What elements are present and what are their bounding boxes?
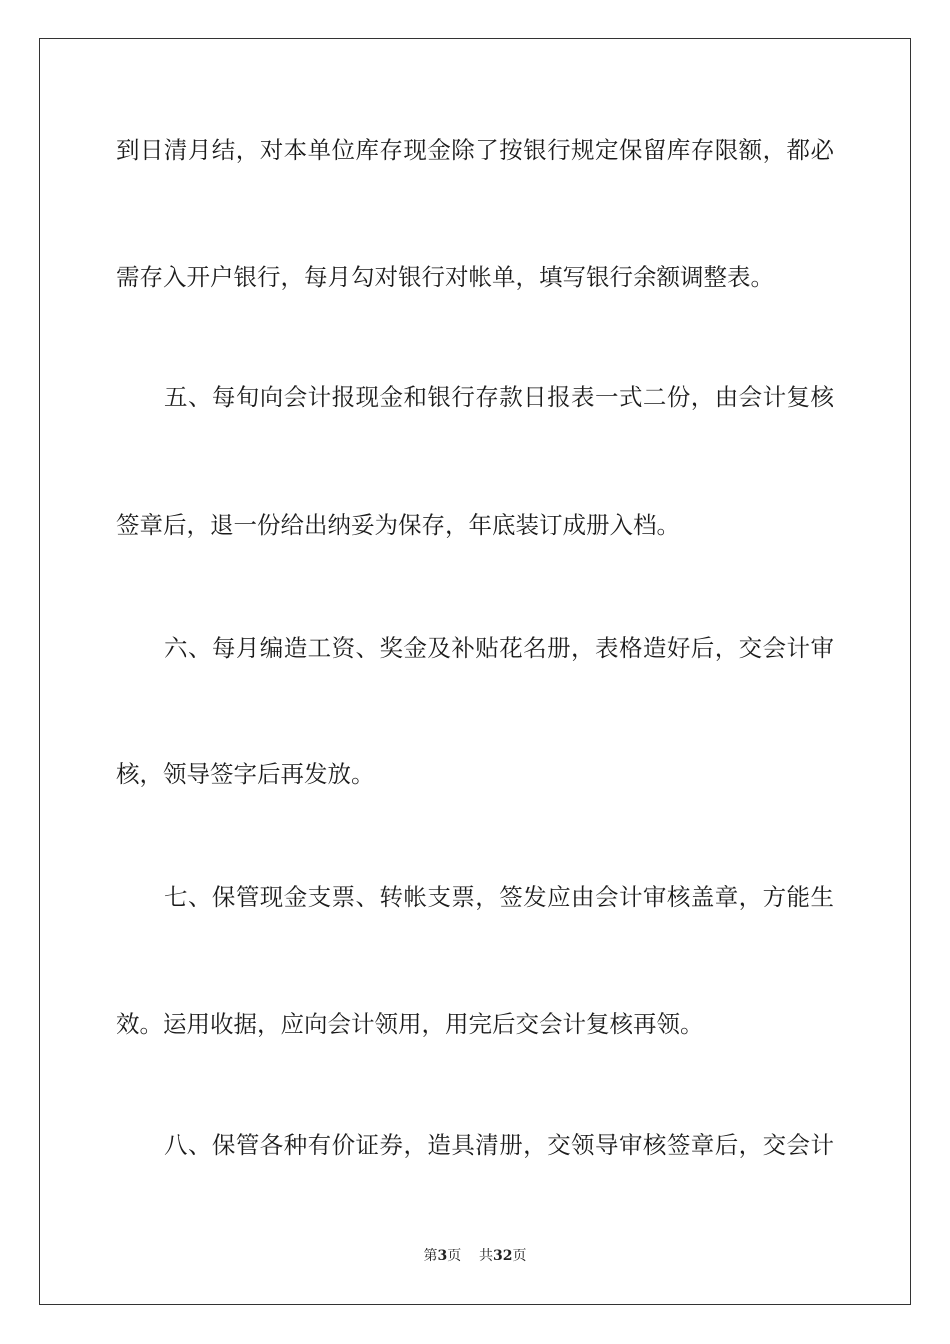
paragraph-line-4: 签章后，退一份给出纳妥为保存，年底装订成册入档。 xyxy=(116,511,680,539)
page-footer xyxy=(0,1247,950,1265)
paragraph-line-7: 七、保管现金支票、转帐支票，签发应由会计审核盖章，方能生 xyxy=(164,883,834,911)
page-border xyxy=(39,38,911,1305)
page-suffix: 页 xyxy=(447,1248,462,1264)
paragraph-line-8: 效。运用收据，应向会计领用，用完后交会计复核再领。 xyxy=(116,1010,704,1038)
total-prefix: 共 xyxy=(479,1248,494,1264)
paragraph-line-9: 八、保管各种有价证券，造具清册，交领导审核签章后，交会计 xyxy=(164,1131,834,1159)
page-current: 3 xyxy=(437,1248,448,1264)
page-total: 32 xyxy=(493,1248,513,1264)
page-prefix: 第 xyxy=(423,1248,438,1264)
total-suffix: 页 xyxy=(512,1248,527,1264)
paragraph-line-5: 六、每月编造工资、奖金及补贴花名册，表格造好后，交会计审 xyxy=(164,634,834,662)
paragraph-line-6: 核，领导签字后再发放。 xyxy=(116,760,375,788)
paragraph-line-1: 到日清月结，对本单位库存现金除了按银行规定保留库存限额，都必 xyxy=(116,136,834,164)
paragraph-line-3: 五、每旬向会计报现金和银行存款日报表一式二份，由会计复核 xyxy=(164,383,834,411)
paragraph-line-2: 需存入开户银行，每月勾对银行对帐单，填写银行余额调整表。 xyxy=(116,263,774,291)
